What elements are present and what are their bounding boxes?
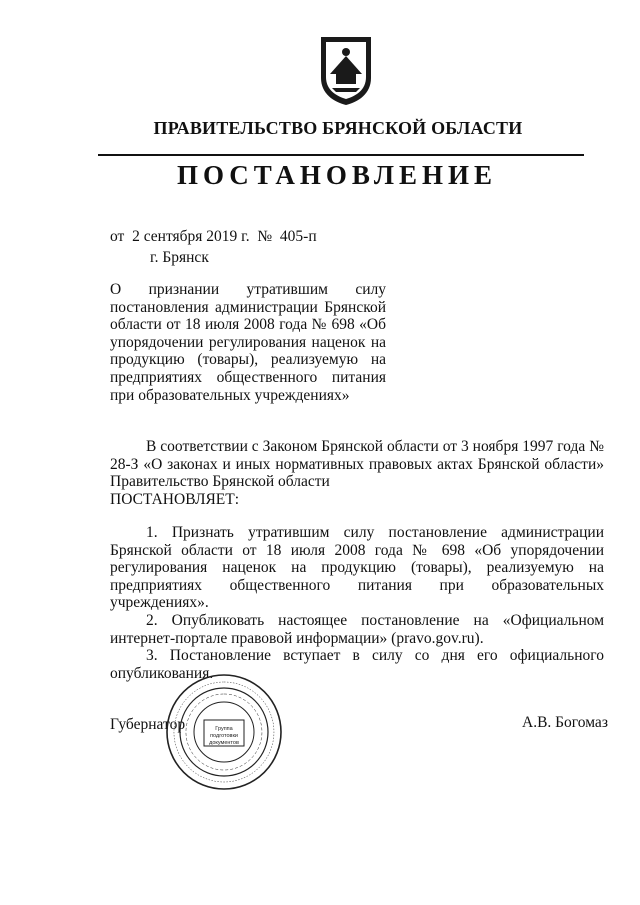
document-date-number: от 2 сентября 2019 г. № 405-п <box>110 228 317 245</box>
resolution-items <box>110 524 604 682</box>
resolution-item: 2. Опубликовать настоящее постановление на «Официальном интернет-портале правовой информации» (pravo.gov.ru). <box>110 611 604 647</box>
document-city: г. Брянск <box>150 249 209 266</box>
official-stamp <box>164 672 284 792</box>
document-subject: О признании утратившим силу постановления администрации Брянской области от 18 июля 2008 года № 698 «Об упорядочении регулирования наценок на продукцию (товары), реализуемую на предприятиях общественного питания при образовательных учреждениях» <box>110 281 386 404</box>
svg-text:документов: документов <box>209 740 239 746</box>
resolution-item: 3. Постановление вступает в силу со дня его официального опубликования. <box>110 647 604 682</box>
government-name: ПРАВИТЕЛЬСТВО БРЯНСКОЙ ОБЛАСТИ <box>153 118 523 138</box>
document-type-title: ПОСТАНОВЛЕНИЕ <box>176 160 498 190</box>
resolution-item: 1. Признать утратившим силу постановление администрации Брянской области от 18 июля 2008 года № 698 «Об упорядочении регулирования наценок на продукцию (товары), реализуемую на предприятиях общественного питания при образовательных учреждениях». <box>110 524 604 612</box>
svg-text:подготовки: подготовки <box>210 733 238 739</box>
header-divider <box>98 154 584 156</box>
signatory-name: А.В. Богомаз <box>522 714 608 731</box>
preamble-paragraph: В соответствии с Законом Брянской области от 3 ноября 1997 года № 28-З «О законах и иных нормативных правовых актах Брянской области» Правительство Брянской области <box>110 438 604 491</box>
svg-text:Группа: Группа <box>215 726 233 732</box>
signatory-position: Губернатор <box>110 716 186 733</box>
coat-of-arms-emblem <box>318 34 374 106</box>
decides-heading: ПОСТАНОВЛЯЕТ: <box>110 491 240 508</box>
